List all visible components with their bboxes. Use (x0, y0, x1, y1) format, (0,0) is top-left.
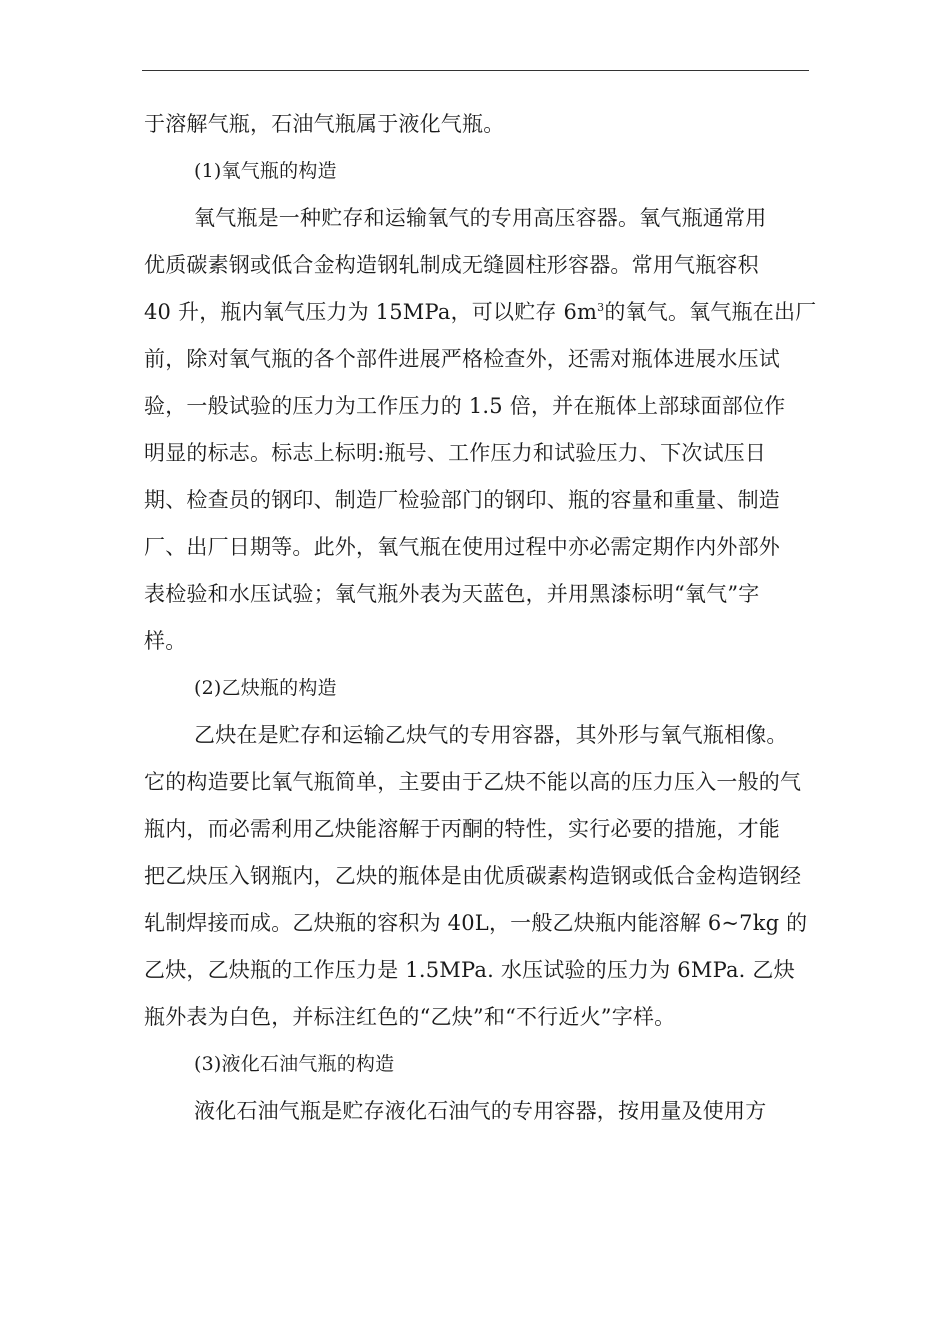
header-rule (142, 70, 809, 71)
paragraph-line: 氧气瓶是一种贮存和运输氧气的专用高压容器。氧气瓶通常用 (194, 206, 767, 230)
paragraph-line: 它的构造要比氧气瓶简单，主要由于乙炔不能以高的压力压入一般的气 (144, 770, 802, 794)
paragraph-line (144, 289, 817, 336)
paragraph-line: 瓶外表为白色，并标注红色的“乙炔”和“不行近火”字样。 (144, 1005, 676, 1029)
paragraph-line: 验，一般试验的压力为工作压力的 1.5 倍，并在瓶体上部球面部位作 (144, 394, 786, 418)
paragraph-line: 明显的标志。标志上标明:瓶号、工作压力和试验压力、下次试压日 (144, 441, 767, 465)
section-heading-acetylene-cylinder: (2)乙炔瓶的构造 (194, 677, 337, 699)
superscript: 3 (597, 301, 605, 314)
paragraph-line: 乙炔，乙炔瓶的工作压力是 1.5MPa. 水压试验的压力为 6MPa. 乙炔 (144, 958, 795, 982)
paragraph-line: 瓶内，而必需利用乙炔能溶解于丙酮的特性，实行必要的措施，才能 (144, 817, 780, 841)
text-run: 的氧气。氧气瓶在出厂 (604, 300, 817, 324)
section-heading-lpg-cylinder: (3)液化石油气瓶的构造 (194, 1053, 395, 1075)
paragraph-line: 乙炔在是贮存和运输乙炔气的专用容器，其外形与氧气瓶相像。 (194, 723, 788, 747)
paragraph-line: 优质碳素钢或低合金构造钢轧制成无缝圆柱形容器。常用气瓶容积 (144, 253, 759, 277)
paragraph-line: 轧制焊接而成。乙炔瓶的容积为 40L，一般乙炔瓶内能溶解 6~7kg 的 (144, 911, 808, 935)
paragraph-line: 期、检查员的钢印、制造厂检验部门的钢印、瓶的容量和重量、制造 (144, 488, 780, 512)
paragraph-line: 样。 (144, 629, 187, 653)
document-body (144, 101, 817, 1135)
paragraph-line: 前，除对氧气瓶的各个部件进展严格检查外，还需对瓶体进展水压试 (144, 347, 780, 371)
text-run: 40 升，瓶内氧气压力为 15MPa，可以贮存 6m (144, 300, 598, 324)
paragraph-line: 表检验和水压试验；氧气瓶外表为天蓝色，并用黑漆标明“氧气”字 (144, 582, 760, 606)
paragraph-line: 液化石油气瓶是贮存液化石油气的专用容器，按用量及使用方 (194, 1099, 767, 1123)
paragraph-line: 于溶解气瓶，石油气瓶属于液化气瓶。 (144, 112, 505, 136)
section-heading-oxygen-cylinder: (1)氧气瓶的构造 (194, 160, 337, 182)
paragraph-line: 厂、出厂日期等。此外，氧气瓶在使用过程中亦必需定期作内外部外 (144, 535, 780, 559)
paragraph-line: 把乙炔压入钢瓶内，乙炔的瓶体是由优质碳素构造钢或低合金构造钢经 (144, 864, 802, 888)
